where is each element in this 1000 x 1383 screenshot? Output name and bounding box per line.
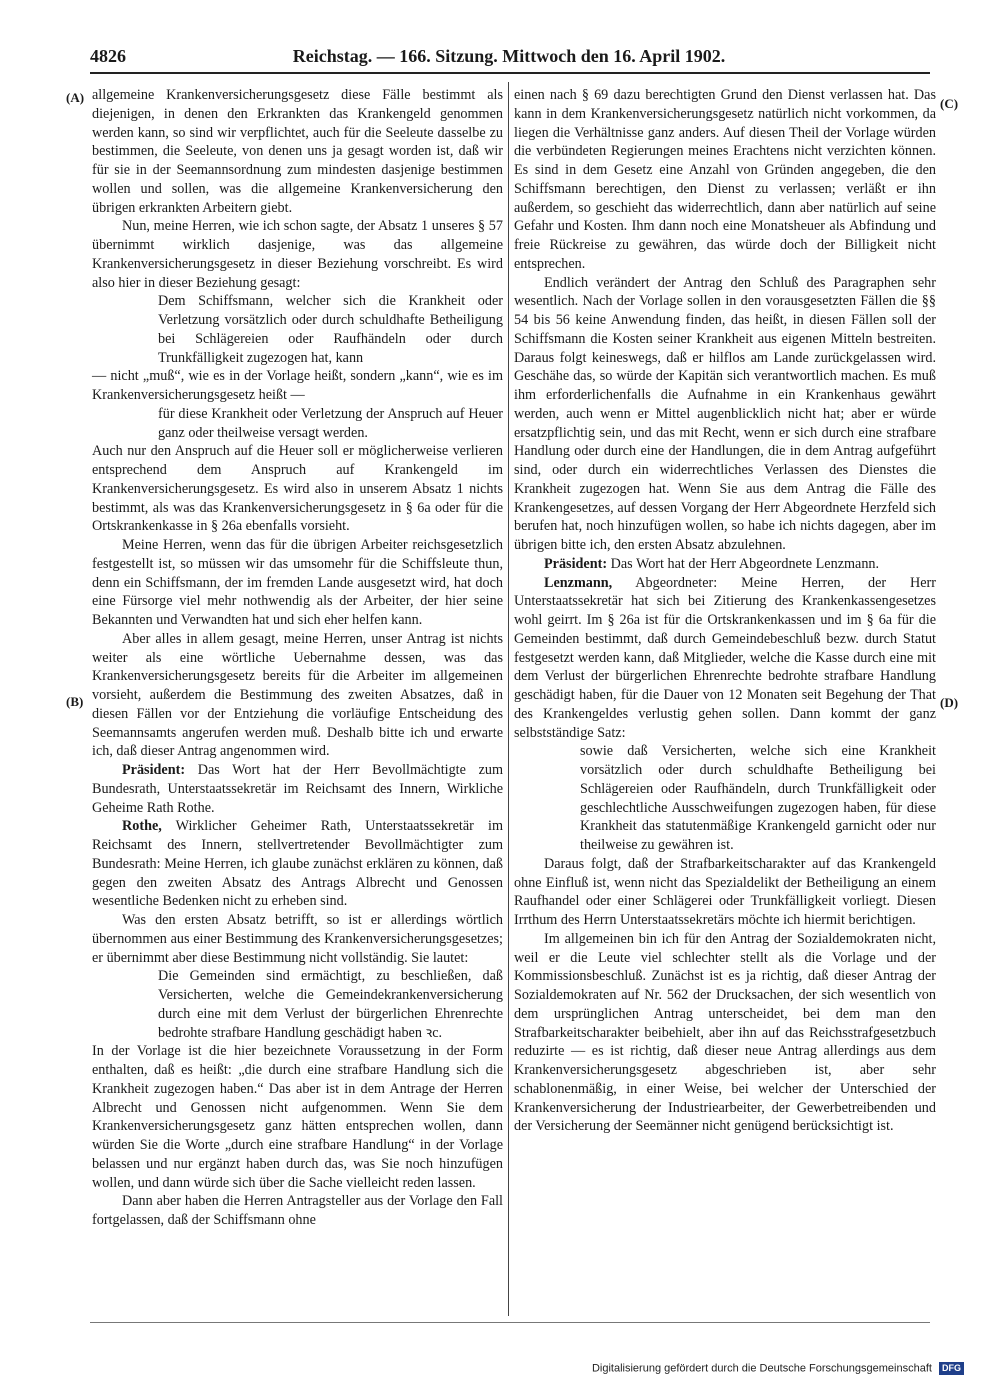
paragraph: — nicht „muß“, wie es in der Vorlage heißt, sondern „kann“, wie es im Krankenversicherungsgesetz heißt — <box>92 368 503 403</box>
paragraph: Was den ersten Absatz betrifft, so ist er allerdings wörtlich übernommen aus einer Bestimmung des Krankenversicherungsgesetzes; er übernimmt aber diese Bestimmung nicht vollständig. Sie lautet: <box>92 912 503 966</box>
paragraph: Aber alles in allem gesagt, meine Herren, unser Antrag ist nichts weiter als eine wörtliche Uebernahme dessen, was das Krankenversicherungsgesetz bereits für die Arbeiter im allgemeinen vorsieht, außerdem die Bestimmung des zweiten Absatzes, daß in diesen Fällen vor der Entziehung die vorläufige Entscheidung des Seemannsamts angerufen werden muß. Deshalb bitte ich und erwarte ich, daß dieser Antrag angenommen wird. <box>92 630 503 760</box>
paragraph: Im allgemeinen bin ich für den Antrag der Sozialdemokraten nicht, weil er die Leute viel schlechter stellt als die Vorlage und der Kommissionsbeschluß. Zunächst ist es ja richtig, daß dieser Antrag der Sozialdemokraten auf Nr. 562 der Drucksachen, der sich wesentlich von dem ursprünglichen Antrag unterscheidet, bei dem man den Strafbarkeitscharakter beibehielt, aber ihn auf das Reichsstrafgesetzbuch reduzirte — es ist richtig, daß dieser neue Antrag allerdings aus dem Krankenversicherungsgesetz abgeschrieben ist, aber sehr schablonenmäßig, in einer Weise, bei welcher der Unterschied der Krankenversicherung der Industriearbeiter, der Gewerbetreibenden und der Versicherung der Seemänner nicht genügend berücksichtigt ist. <box>514 930 936 1135</box>
margin-marker-a: (A) <box>66 90 85 105</box>
speaker-name: Rothe, <box>122 818 162 835</box>
margin-marker-b: (B) <box>66 694 84 709</box>
speaker-name: Präsident: <box>544 555 608 572</box>
left-column <box>92 86 503 1230</box>
speaker-paragraph: Präsident: Das Wort hat der Herr Abgeordnete Lenzmann. <box>544 555 880 572</box>
funding-footer <box>560 1362 964 1376</box>
speaker-name: Lenzmann, <box>544 574 613 591</box>
paragraph: Auch nur den Anspruch auf die Heuer soll er möglicherweise verlieren entsprechend dem Anspruch auf Krankengeld im Krankenversicherungsgesetz. Es wird also in unserem Absatz 1 nichts bestimmt, als was das Krankenversicherungsgesetz in § 6a oder für die Ortskrankenkasse in § 26a ebenfalls vorsieht. <box>92 443 503 535</box>
paragraph: einen nach § 69 dazu berechtigten Grund den Dienst verlassen hat. Das kann in dem Krankenversicherungsgesetz natürlich nicht vorkommen, da liegen die Verhältnisse ganz anders. Auf diesen Theil der Vorlage würden die verbündeten Regierungen meines Erachtens nicht verzichten können. Es sind in dem Gesetz eine Anzahl von Gründen angegeben, die den Schiffsmann berechtigen, den Dienst zu verlassen; verläßt er ihn außerdem, so geschieht das widerrechtlich, dann aber natürlich auf seine Gefahr und Kosten. Ihm dann noch eine Monatsheuer als Abfindung und freie Rückreise zu gewähren, das würde doch der Billigkeit nicht entsprechen. <box>514 87 936 272</box>
speaker-name: Präsident: <box>122 762 186 778</box>
margin-marker-d: (D) <box>940 695 959 710</box>
block-quote: sowie daß Versicherten, welche sich eine Krankheit vorsätzlich oder durch schuldhafte Betheiligung bei Schlägereien oder Raufhändeln, durch Trunkfälligkeit oder geschlechtliche Ausschweifungen zugezogen haben, für diese Krankheit das statutenmäßige Krankengeld garnicht oder nur theilweise zu gewähren ist. <box>580 743 936 853</box>
margin-marker-c: (C) <box>940 96 959 111</box>
block-quote: Dem Schiffsmann, welcher sich die Krankheit oder Verletzung vorsätzlich oder durch schuldhafte Betheiligung bei Schlägereien oder Raufhändeln oder durch Trunkfälligkeit zugezogen hat, kann <box>158 293 503 366</box>
footer-rule <box>90 1322 930 1323</box>
paragraph: Endlich verändert der Antrag den Schluß des Paragraphen sehr wesentlich. Nach der Vorlage sollen in den vorausgesetzten Fällen die §§ 54 bis 56 keine Anwendung finden, das heißt, in diesen Fällen soll der Schiffsmann die Kosten seiner Krankheit aus eigenen Mitteln bestreiten. Daraus folgt keineswegs, daß er hilflos am Lande zurückgelassen wird. Geschähe das, so würde der Kapitän sich verantwortlich machen. Es muß ihm erforderlichenfalls die Aufnahme in ein Krankenhaus gewährt werden, auch wenn er Mittel augenblicklich nicht hat; aber er würde ersatzpflichtig sein, und das mit Recht, wenn er sich durch eine strafbare Handlung oder durch eine der Handlungen, die in dem Antrag aufgeführt sind, oder durch ein widerrechtliches Verlassen des Dienstes die Krankheit zugezogen hat. Wenn Sie aus dem Antrag die Fälle des Krankengesetzes, auf dessen Vorgang der Herr Abgeordnete Herzfeld sich berufen hat, noch hinzufügen wollen, so habe ich nichts dagegen, aber im übrigen bitte ich, den ersten Absatz abzulehnen. <box>514 274 936 553</box>
header-rule <box>90 72 930 74</box>
block-quote: für diese Krankheit oder Verletzung der Anspruch auf Heuer ganz oder theilweise versagt werden. <box>158 405 503 441</box>
paragraph: allgemeine Krankenversicherungsgesetz diese Fälle bestimmt als diejenigen, in denen den Erkrankten das Krankengeld genommen werden kann, so sind wir verpflichtet, auch für die Seeleute dasselbe zu bestimmen, die Seeleute, von denen uns ja gesagt worden ist, daß wir für sie in der Seemannsordnung zum mindesten dasjenige bestimmen wollen und sollen, was die allgemeine Krankenversicherung den übrigen erkrankten Arbeitern giebt. <box>92 87 503 216</box>
dfg-logo: DFG <box>939 1362 964 1375</box>
paragraph: In der Vorlage ist die hier bezeichnete Voraussetzung in der Form enthalten, daß es heißt: „die durch eine strafbare Handlung sich die Krankheit zugezogen haben.“ Das aber ist in dem Antrage der Herren Albrecht und Genossen nicht aufgenommen. Wenn Sie dem Krankenversicherungsgesetz ganz hätten entsprechen wollen, dann würden Sie die Worte „durch eine strafbare Handlung“ in der Vorlage belassen und nur ergänzt haben durch das, was Sie noch hinzufügen wollen, und dann würde sich über die Sache vielleicht reden lassen. <box>92 1043 503 1191</box>
block-quote: Die Gemeinden sind ermächtigt, zu beschließen, daß Versicherten, welche die Gemeindekrankenversicherung durch eine mit dem Verlust der bürgerlichen Ehrenrechte bedrohte strafbare Handlung geschädigt haben ꝛc. <box>158 968 503 1041</box>
paragraph: Dann aber haben die Herren Antragsteller aus der Vorlage den Fall fortgelassen, daß der Schiffsmann ohne <box>92 1193 503 1228</box>
speaker-paragraph: Rothe, Wirklicher Geheimer Rath, Unterstaatssekretär im Reichsamt des Innern, stellvertretender Bevollmächtigter zum Bundesrath: Meine Herren, ich glaube zunächst erklären zu können, daß gegen den zweiten Absatz des Antrags Albrecht und Genossen wesentliche Bedenken nicht zu erheben sind. <box>92 818 503 910</box>
page-header <box>90 44 928 72</box>
paragraph: Nun, meine Herren, wie ich schon sagte, der Absatz 1 unseres § 57 übernimmt wirklich dasjenige, was das allgemeine Krankenversicherungsgesetz in dieser Beziehung vorschreibt. Es wird also hier in dieser Beziehung gesagt: <box>92 218 503 291</box>
speaker-paragraph: Lenzmann, Abgeordneter: Meine Herren, der Herr Unterstaatssekretär hat sich bei Zitierung des Krankenkassengesetzes wohl geirrt. Im § 26a ist für die Ortskrankenkassen und im § 6a für die Gemeinden bestimmt, daß durch Gemeindebeschluß bezw. durch Statut festgesetzt werden kann, daß Mitglieder, welche die Kasse durch eine mit dem Verlust der bürgerlichen Ehrenrechte bedrohte strafbare Handlung geschädigt haben, für die Dauer von 12 Monaten seit Begehung der That des Krankengeldes verlustig gehen sollen. Dann kommt der ganz selbstständige Satz: <box>514 574 936 741</box>
right-column <box>514 86 936 1136</box>
speaker-paragraph: Präsident: Das Wort hat der Herr Bevollmächtigte zum Bundesrath, Unterstaatssekretär im Reichsamt des Innern, Wirkliche Geheime Rath Rothe. <box>92 762 503 816</box>
running-title: Reichstag. — 166. Sitzung. Mittwoch den 16. April 1902. <box>292 46 726 66</box>
page-number: 4826 <box>90 46 126 66</box>
paragraph: Daraus folgt, daß der Strafbarkeitscharakter auf das Krankengeld ohne Einfluß ist, wenn nicht das Spezialdelikt der Betheiligung an einem Raufhandel oder einer Schlägerei oder Trunkfälligkeit vorliegt. Diesen Irrthum des Herrn Unterstaatssekretärs möchte ich hiermit berichtigen. <box>514 855 936 928</box>
column-divider <box>508 82 509 1316</box>
paragraph: Meine Herren, wenn das für die übrigen Arbeiter reichsgesetzlich festgestellt ist, so müssen wir das umsomehr für die Schiffsleute thun, denn ein Schiffsmann, der im fremden Lande ausgesetzt wird, hat doch eine Fürsorge viel mehr nothwendig als der Arbeiter, der hier seine Bekannten und Verwandten hat und sich eher helfen kann. <box>92 537 503 628</box>
funding-note: Digitalisierung gefördert durch die Deutsche Forschungsgemeinschaft <box>591 1362 932 1375</box>
